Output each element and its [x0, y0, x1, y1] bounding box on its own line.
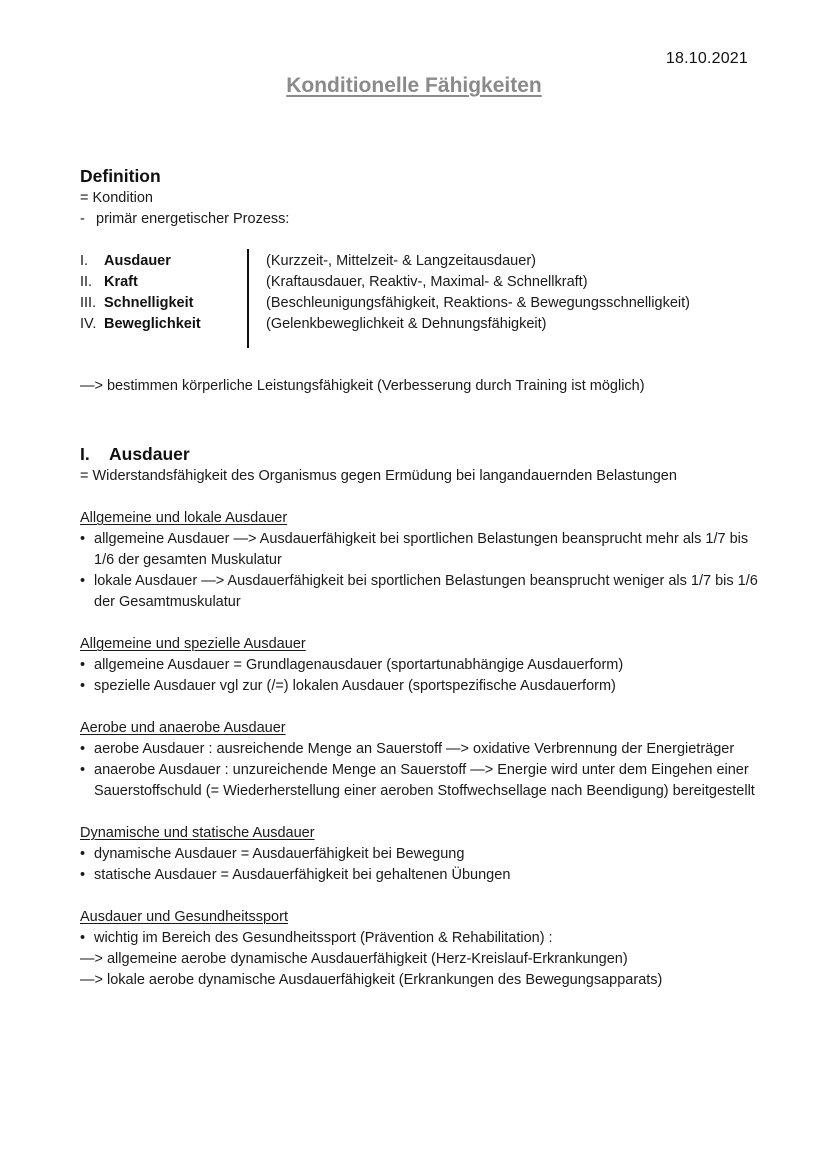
- definition-line-process: [80, 209, 289, 230]
- bullet-item: [80, 760, 760, 802]
- bullet-item: [80, 928, 760, 949]
- document-date: 18.10.2021: [665, 50, 748, 67]
- process-text: primär energetischer Prozess:: [96, 211, 290, 227]
- bullet-text: lokale Ausdauer —> Ausdauerfähigkeit bei sportlichen Belastungen beansprucht weniger als 1/7 bis 1/6 der Gesamtmuskulatur: [94, 573, 758, 610]
- bullet-icon: •: [80, 657, 86, 673]
- definition-line-kondition: = Kondition: [80, 190, 153, 206]
- bullet-text: allgemeine Ausdauer = Grundlagenausdauer (sportartunabhängige Ausdauerform): [94, 657, 624, 673]
- bullet-text: wichtig im Bereich des Gesundheitssport (Prävention & Rehabilitation) :: [94, 930, 553, 946]
- ability-detail: (Gelenkbeweglichkeit & Dehnungsfähigkeit): [266, 316, 547, 332]
- subsection-aerobe-anaerobe: [80, 718, 760, 802]
- ability-name: Kraft: [104, 274, 138, 290]
- ability-detail: (Kraftausdauer, Reaktiv-, Maximal- & Schnellkraft): [266, 274, 588, 290]
- ausdauer-section: [80, 442, 760, 991]
- ability-row-kraft: [80, 272, 690, 293]
- ability-name: Ausdauer: [104, 253, 171, 269]
- subsection-heading: Ausdauer und Gesundheitssport: [80, 909, 288, 925]
- section-number: I.: [80, 444, 90, 464]
- bullet-item: [80, 844, 760, 865]
- ability-number: II.: [80, 274, 93, 290]
- bullet-icon: •: [80, 762, 86, 778]
- vertical-divider: [247, 249, 249, 348]
- bullet-icon: •: [80, 930, 86, 946]
- ability-row-beweglichkeit: [80, 314, 690, 335]
- ability-name: Beweglichkeit: [104, 316, 201, 332]
- bullet-item: [80, 676, 760, 697]
- subsection-dynamische-statische: [80, 823, 760, 886]
- subsection-heading: Aerobe und anaerobe Ausdauer: [80, 720, 286, 736]
- ability-detail: (Beschleunigungsfähigkeit, Reaktions- & Bewegungsschnelligkeit): [266, 295, 690, 311]
- ausdauer-definition: = Widerstandsfähigkeit des Organismus gegen Ermüdung bei langandauernden Belastungen: [80, 468, 677, 484]
- ability-row-ausdauer: [80, 251, 690, 272]
- bullet-item: [80, 655, 760, 676]
- subsection-allgemeine-lokale: [80, 508, 760, 613]
- bullet-item: [80, 571, 760, 613]
- ability-number: I.: [80, 253, 89, 269]
- page-title: Konditionelle Fähigkeiten: [286, 74, 542, 97]
- section-title: Ausdauer: [109, 444, 190, 464]
- bullet-item: [80, 529, 760, 571]
- definition-heading: Definition: [80, 166, 161, 186]
- bullet-icon: •: [80, 741, 86, 757]
- ability-number: IV.: [80, 316, 97, 332]
- ability-detail: (Kurzzeit-, Mittelzeit- & Langzeitausdauer): [266, 253, 536, 269]
- bullet-text: spezielle Ausdauer vgl zur (/=) lokalen Ausdauer (sportspezifische Ausdauerform): [94, 678, 616, 694]
- bullet-icon: •: [80, 678, 86, 694]
- ability-name: Schnelligkeit: [104, 295, 194, 311]
- bullet-icon: •: [80, 573, 86, 589]
- bullet-item: [80, 865, 760, 886]
- arrow-item: —> allgemeine aerobe dynamische Ausdauerfähigkeit (Herz-Kreislauf-Erkrankungen): [80, 951, 628, 967]
- abilities-list: [80, 251, 690, 335]
- definition-section: [80, 164, 289, 230]
- arrow-item: —> lokale aerobe dynamische Ausdauerfähigkeit (Erkrankungen des Bewegungsapparats): [80, 972, 663, 988]
- ausdauer-heading: [80, 442, 760, 466]
- bullet-text: aerobe Ausdauer : ausreichende Menge an Sauerstoff —> oxidative Verbrennung der Energieträger: [94, 741, 735, 757]
- subsection-allgemeine-spezielle: [80, 634, 760, 697]
- subsection-heading: Allgemeine und spezielle Ausdauer: [80, 636, 306, 652]
- bullet-text: anaerobe Ausdauer : unzureichende Menge an Sauerstoff —> Energie wird unter dem Eingehen einer Sauerstoffschuld (= Wiederherstellung einer aeroben Stoffwechsellage nach Beendigung) bereitgestellt: [94, 762, 755, 799]
- bullet-icon: •: [80, 867, 86, 883]
- ability-number: III.: [80, 295, 97, 311]
- ability-row-schnelligkeit: [80, 293, 690, 314]
- bullet-icon: •: [80, 846, 86, 862]
- subsection-heading: Allgemeine und lokale Ausdauer: [80, 510, 288, 526]
- dash-marker: -: [80, 211, 85, 227]
- bullet-text: statische Ausdauer = Ausdauerfähigkeit bei gehaltenen Übungen: [94, 867, 511, 883]
- subsection-gesundheitssport: [80, 907, 760, 991]
- bullet-item: [80, 739, 760, 760]
- bullet-text: dynamische Ausdauer = Ausdauerfähigkeit bei Bewegung: [94, 846, 465, 862]
- definition-conclusion: —> bestimmen körperliche Leistungsfähigkeit (Verbesserung durch Training ist möglich): [80, 378, 645, 394]
- subsection-heading: Dynamische und statische Ausdauer: [80, 825, 315, 841]
- bullet-icon: •: [80, 531, 86, 547]
- bullet-text: allgemeine Ausdauer —> Ausdauerfähigkeit bei sportlichen Belastungen beansprucht mehr als 1/7 bis 1/6 der gesamten Muskulatur: [94, 531, 749, 568]
